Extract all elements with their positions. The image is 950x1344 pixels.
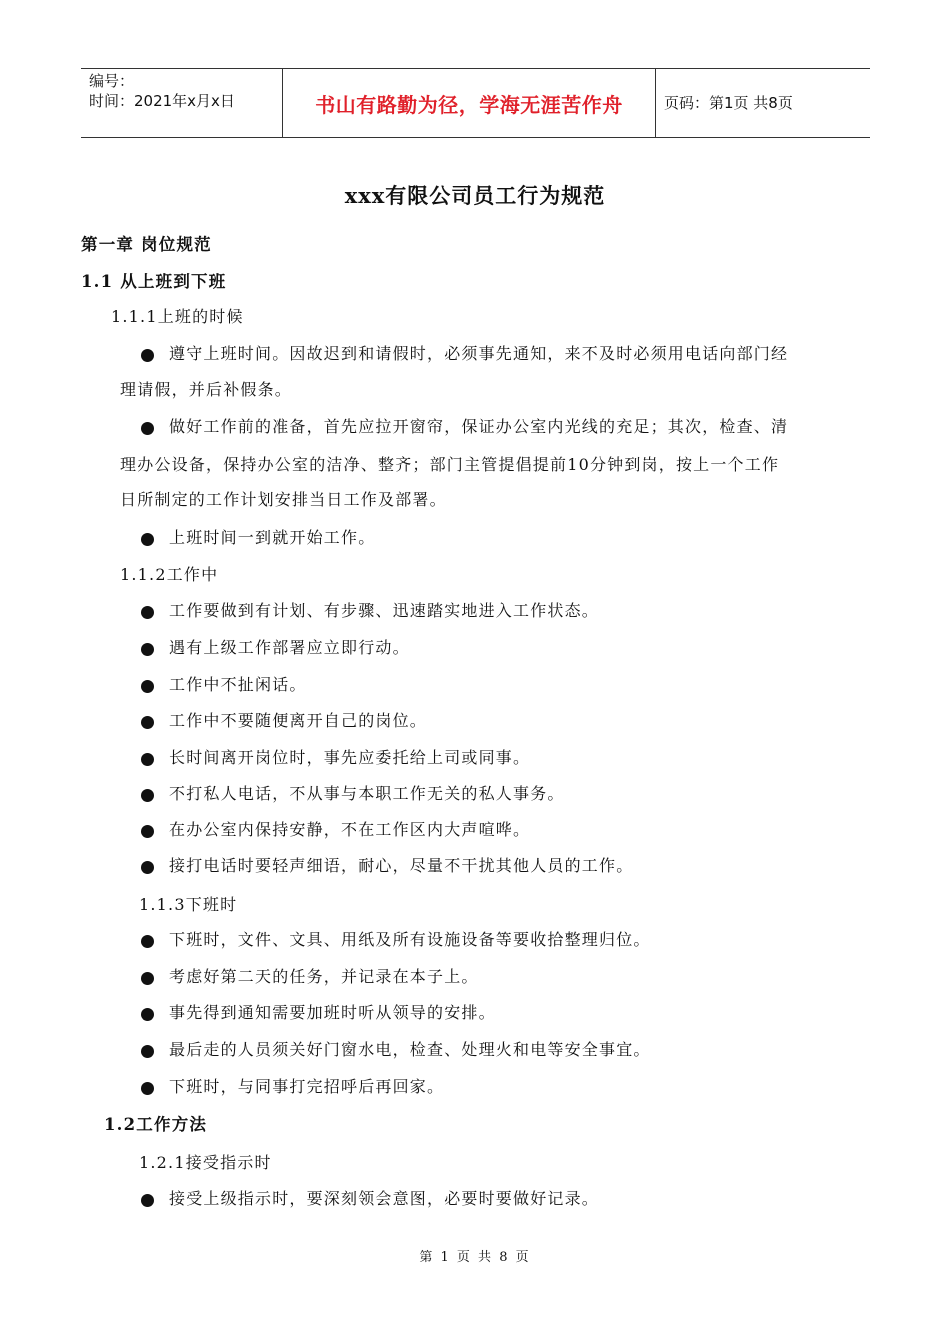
bullet-icon bbox=[141, 606, 154, 619]
list-item: 不打私人电话，不从事与本职工作无关的私人事务。 bbox=[169, 784, 565, 803]
bullet-icon bbox=[141, 1008, 154, 1021]
bullet-icon bbox=[141, 422, 154, 435]
list-item: 工作要做到有计划、有步骤、迅速踏实地进入工作状态。 bbox=[169, 601, 600, 620]
list-item: 在办公室内保持安静，不在工作区内大声喧哗。 bbox=[169, 820, 531, 839]
subsection-heading-1-1-2: 1.1.2工作中 bbox=[120, 565, 219, 584]
subsection-heading-1-1-3: 1.1.3下班时 bbox=[139, 895, 238, 914]
list-item: 做好工作前的准备，首先应拉开窗帘，保证办公室内光线的充足；其次，检查、清 bbox=[169, 417, 789, 436]
bullet-icon bbox=[141, 643, 154, 656]
bullet-icon bbox=[141, 349, 154, 362]
page-footer: 第 1 页 共 8 页 bbox=[419, 1250, 531, 1265]
subsection-heading-1-2-1: 1.2.1接受指示时 bbox=[139, 1153, 272, 1172]
bullet-icon bbox=[141, 972, 154, 985]
page-info: 页码：第1页 共8页 bbox=[664, 94, 793, 112]
list-item: 接受上级指示时，要深刻领会意图，必要时要做好记录。 bbox=[169, 1189, 600, 1208]
list-item: 遇有上级工作部署应立即行动。 bbox=[169, 638, 410, 657]
bullet-icon bbox=[141, 861, 154, 874]
list-item: 长时间离开岗位时，事先应委托给上司或同事。 bbox=[169, 748, 531, 767]
bullet-icon bbox=[141, 825, 154, 838]
number-label: 编号： bbox=[89, 72, 135, 90]
list-item: 下班时，文件、文具、用纸及所有设施设备等要收拾整理归位。 bbox=[169, 930, 651, 949]
subsection-heading-1-1-1: 1.1.1上班的时候 bbox=[111, 307, 244, 326]
list-item-continuation: 理办公设备，保持办公室的洁净、整齐；部门主管提倡提前10分钟到岗，按上一个工作 bbox=[120, 455, 780, 474]
time-label: 时间：2021年x月x日 bbox=[89, 92, 235, 110]
bullet-icon bbox=[141, 789, 154, 802]
list-item: 工作中不要随便离开自己的岗位。 bbox=[169, 711, 428, 730]
header-center-cell bbox=[283, 69, 656, 137]
bullet-icon bbox=[141, 1082, 154, 1095]
list-item: 考虑好第二天的任务，并记录在本子上。 bbox=[169, 967, 479, 986]
document-title: xxx有限公司员工行为规范 bbox=[344, 183, 606, 208]
list-item-continuation: 理请假，并后补假条。 bbox=[120, 380, 293, 399]
header-left-cell bbox=[81, 69, 283, 137]
list-item: 下班时，与同事打完招呼后再回家。 bbox=[169, 1077, 445, 1096]
bullet-icon bbox=[141, 935, 154, 948]
bullet-icon bbox=[141, 1045, 154, 1058]
section-heading-1-2: 1.2工作方法 bbox=[104, 1115, 208, 1134]
list-item: 遵守上班时间。因故迟到和请假时，必须事先通知，来不及时必须用电话向部门经 bbox=[169, 344, 789, 363]
bullet-icon bbox=[141, 716, 154, 729]
section-heading-1-1: 1.1 从上班到下班 bbox=[81, 272, 227, 291]
bullet-icon bbox=[141, 1194, 154, 1207]
bullet-icon bbox=[141, 753, 154, 766]
bullet-icon bbox=[141, 680, 154, 693]
list-item-continuation: 日所制定的工作计划安排当日工作及部署。 bbox=[120, 490, 447, 509]
slogan: 书山有路勤为径，学海无涯苦作舟 bbox=[315, 92, 623, 117]
header-right-cell bbox=[656, 69, 870, 137]
header-table bbox=[81, 68, 870, 138]
list-item: 事先得到通知需要加班时听从领导的安排。 bbox=[169, 1003, 496, 1022]
list-item: 最后走的人员须关好门窗水电，检查、处理火和电等安全事宜。 bbox=[169, 1040, 651, 1059]
bullet-icon bbox=[141, 533, 154, 546]
list-item: 工作中不扯闲话。 bbox=[169, 675, 307, 694]
chapter-heading: 第一章 岗位规范 bbox=[81, 235, 212, 254]
list-item: 接打电话时要轻声细语，耐心，尽量不干扰其他人员的工作。 bbox=[169, 856, 634, 875]
list-item: 上班时间一到就开始工作。 bbox=[169, 528, 376, 547]
